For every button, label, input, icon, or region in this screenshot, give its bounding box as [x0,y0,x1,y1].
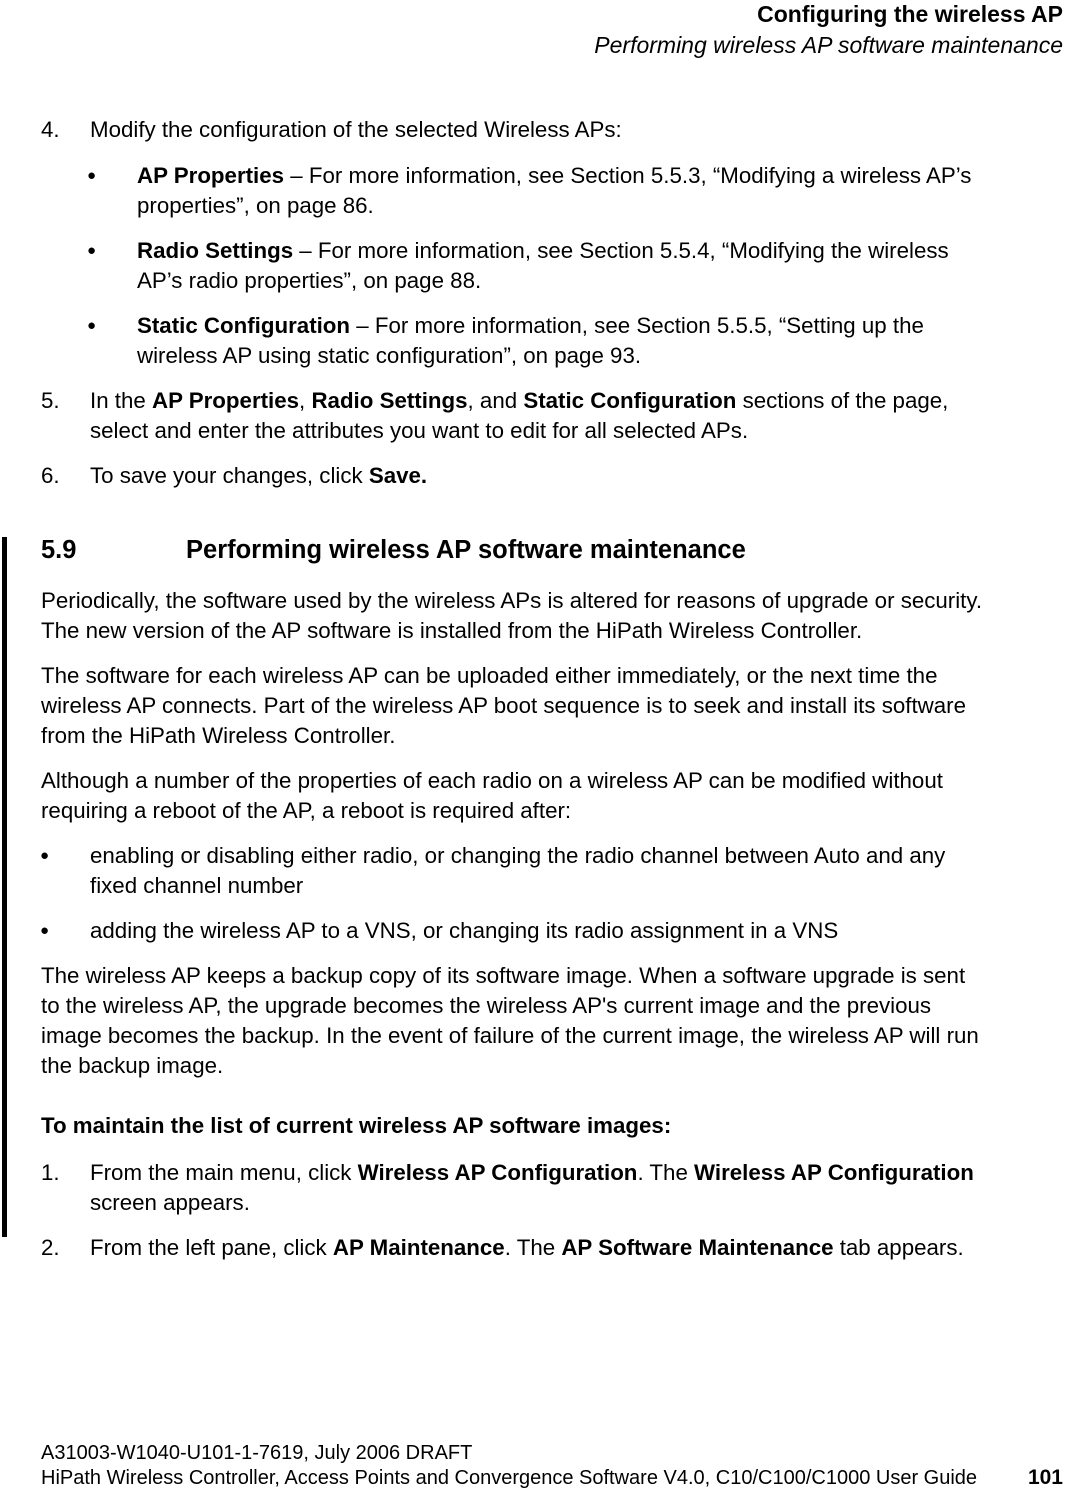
step-4-item-static-config: Static Configuration – For more information, see Section 5.5.5, “Setting up the [137,313,924,338]
step-5-number: 5. [41,388,60,413]
change-bar [2,537,7,1237]
list-item: enabling or disabling either radio, or changing the radio channel between Auto and any [90,843,946,868]
step-4-item-ap-properties-cont: properties”, on page 86. [137,193,374,218]
step-5-text-cont: select and enter the attributes you want to edit for all selected APs. [90,418,749,443]
paragraph-line: the backup image. [41,1053,224,1078]
section-title: Performing wireless AP software maintenance [186,536,746,564]
proc-step-2-text: From the left pane, click AP Maintenance. The AP Software Maintenance tab appears. [90,1235,964,1260]
paragraph-line: Although a number of the properties of each radio on a wireless AP can be modified without [41,768,943,793]
step-5-text: In the AP Properties, Radio Settings, and Static Configuration sections of the page, [90,388,949,413]
paragraph-line: to the wireless AP, the upgrade becomes the wireless AP's current image and the previous [41,993,932,1018]
section-number: 5.9 [41,536,77,564]
step-4-item-radio-settings: Radio Settings – For more information, see Section 5.5.4, “Modifying the wireless [137,238,949,263]
term: AP Properties [137,163,285,188]
proc-step-2-number: 2. [41,1235,60,1260]
proc-step-1-text: From the main menu, click Wireless AP Configuration. The Wireless AP Configuration [90,1160,974,1185]
proc-step-1-number: 1. [41,1160,60,1185]
page-number: 101 [1027,1466,1063,1489]
step-4-item-ap-properties: AP Properties – For more information, see Section 5.5.3, “Modifying a wireless AP’s [137,163,972,188]
step-6-number: 6. [41,463,60,488]
proc-step-1-text-cont: screen appears. [90,1190,250,1215]
procedure-title: To maintain the list of current wireless AP software images: [41,1113,672,1138]
step-4-text: Modify the configuration of the selected Wireless APs: [90,117,622,142]
term: Static Configuration [137,313,351,338]
paragraph-line: requiring a reboot of the AP, a reboot is required after: [41,798,572,823]
bullet-icon: ● [87,167,97,184]
paragraph-line: The new version of the AP software is installed from the HiPath Wireless Controller. [41,618,863,643]
bullet-icon: ● [87,242,97,259]
step-4-number: 4. [41,117,60,142]
footer-doc-id: A31003-W1040-U101-1-7619, July 2006 DRAFT [41,1442,473,1464]
paragraph-line: wireless AP connects. Part of the wireless AP boot sequence is to seek and install its software [41,693,966,718]
bullet-icon: ● [87,317,97,334]
bullet-icon: ● [40,847,50,864]
paragraph-line: The wireless AP keeps a backup copy of its software image. When a software upgrade is sent [41,963,966,988]
term: Radio Settings [137,238,294,263]
step-6-text: To save your changes, click Save. [90,463,428,488]
running-header-subtitle: Performing wireless AP software maintenance [594,32,1063,58]
list-item: adding the wireless AP to a VNS, or changing its radio assignment in a VNS [90,918,839,943]
paragraph-line: from the HiPath Wireless Controller. [41,723,396,748]
paragraph-line: Periodically, the software used by the wireless APs is altered for reasons of upgrade or security. [41,588,983,613]
step-4-item-static-config-cont: wireless AP using static configuration”, on page 93. [137,343,642,368]
step-4-item-radio-settings-cont: AP’s radio properties”, on page 88. [137,268,482,293]
bullet-icon: ● [40,922,50,939]
list-item-cont: fixed channel number [90,873,304,898]
footer-doc-title: HiPath Wireless Controller, Access Points and Convergence Software V4.0, C10/C100/C1000 User Guide [41,1467,978,1489]
paragraph-line: The software for each wireless AP can be uploaded either immediately, or the next time the [41,663,938,688]
paragraph-line: image becomes the backup. In the event of failure of the current image, the wireless AP will run [41,1023,979,1048]
running-header-title: Configuring the wireless AP [757,1,1063,27]
